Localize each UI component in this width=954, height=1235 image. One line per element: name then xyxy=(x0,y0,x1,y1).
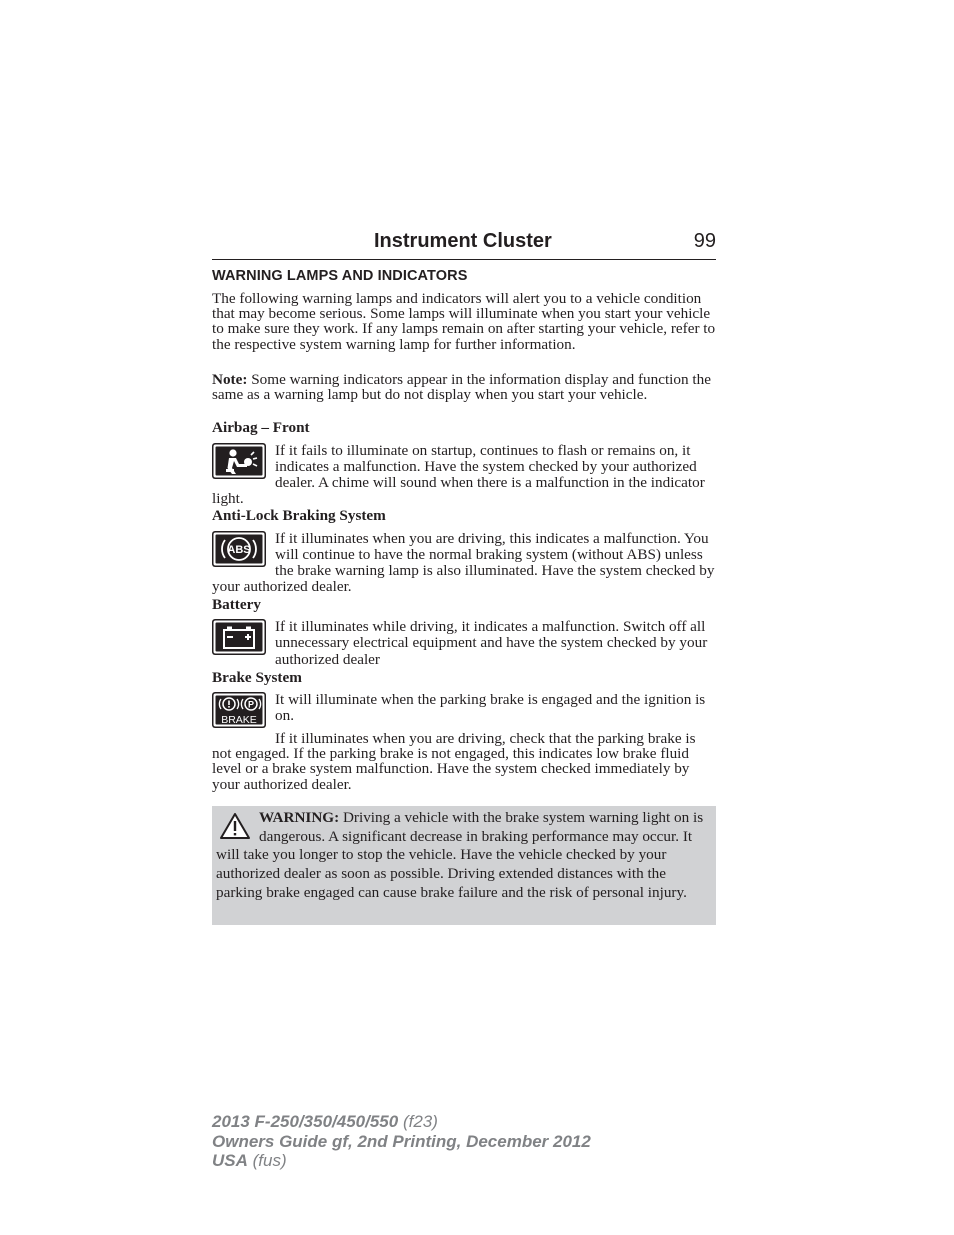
warning-box xyxy=(212,806,716,925)
abs-description: If it illuminates when you are driving, this indicates a malfunction. You will continue to have the normal braking system (without ABS) unless the brake warning lamp is also illuminated. Have the system checked by your authorized dealer. xyxy=(212,530,715,596)
warning-body: Driving a vehicle with the brake system warning light on is dangerous. A significant decrease in braking performance may occur. It will take you longer to stop the vehicle. Have the vehicle checked by your authorized dealer as soon as possible. Driving extended distances with the parking brake engaged can cause brake failure and the risk of personal injury. xyxy=(216,809,704,901)
brake-description-2: If it illuminates when you are driving, check that the parking brake is not engaged. If the parking brake is not engaged, this indicates low brake fluid level or a brake system malfunction. Have the system checked immediately by your authorized dealer. xyxy=(212,730,696,793)
battery-heading: Battery xyxy=(212,596,261,613)
svg-text:P: P xyxy=(247,699,255,710)
intro-paragraph: The following warning lamps and indicators will alert you to a vehicle condition that may become serious. Some lamps will illuminate when you start your vehicle to make sure they work. If any lamps remain on after starting your vehicle, refer to the respective system warning lamp for further information. xyxy=(212,290,716,353)
brake-heading: Brake System xyxy=(212,669,302,686)
note-text: Some warning indicators appear in the information display and function the same as a warning lamp but do not display when you start your vehicle. xyxy=(212,371,711,404)
section-title: WARNING LAMPS AND INDICATORS xyxy=(212,268,468,284)
page-header xyxy=(212,229,716,260)
battery-description: If it illuminates while driving, it indicates a malfunction. Switch off all unnecessary electrical equipment and have the system checked by your authorized dealer xyxy=(275,618,708,668)
abs-icon-label: ABS xyxy=(227,544,251,556)
airbag-heading: Airbag – Front xyxy=(212,419,310,436)
note-label: Note: xyxy=(212,371,248,388)
warning-label: WARNING: xyxy=(259,809,340,826)
abs-heading: Anti-Lock Braking System xyxy=(212,507,386,524)
note-paragraph xyxy=(212,372,716,402)
brake-icon-label: BRAKE xyxy=(221,714,257,726)
warning-text xyxy=(216,809,712,903)
page-footer: 2013 F-250/350/450/550 (f23) Owners Guide gf, 2nd Printing, December 2012 USA (fus) xyxy=(212,1112,591,1170)
airbag-description: If it fails to illuminate on startup, continues to flash or remains on, it indicates a malfunction. Have the system checked by your authorized dealer. A chime will sound when there is a malfunction in the indicator light. xyxy=(212,442,705,508)
brake-description: It will illuminate when the parking brake is engaged and the ignition is on. xyxy=(275,691,706,725)
page-number: 99 xyxy=(693,230,716,252)
header-title: Instrument Cluster xyxy=(374,230,552,252)
